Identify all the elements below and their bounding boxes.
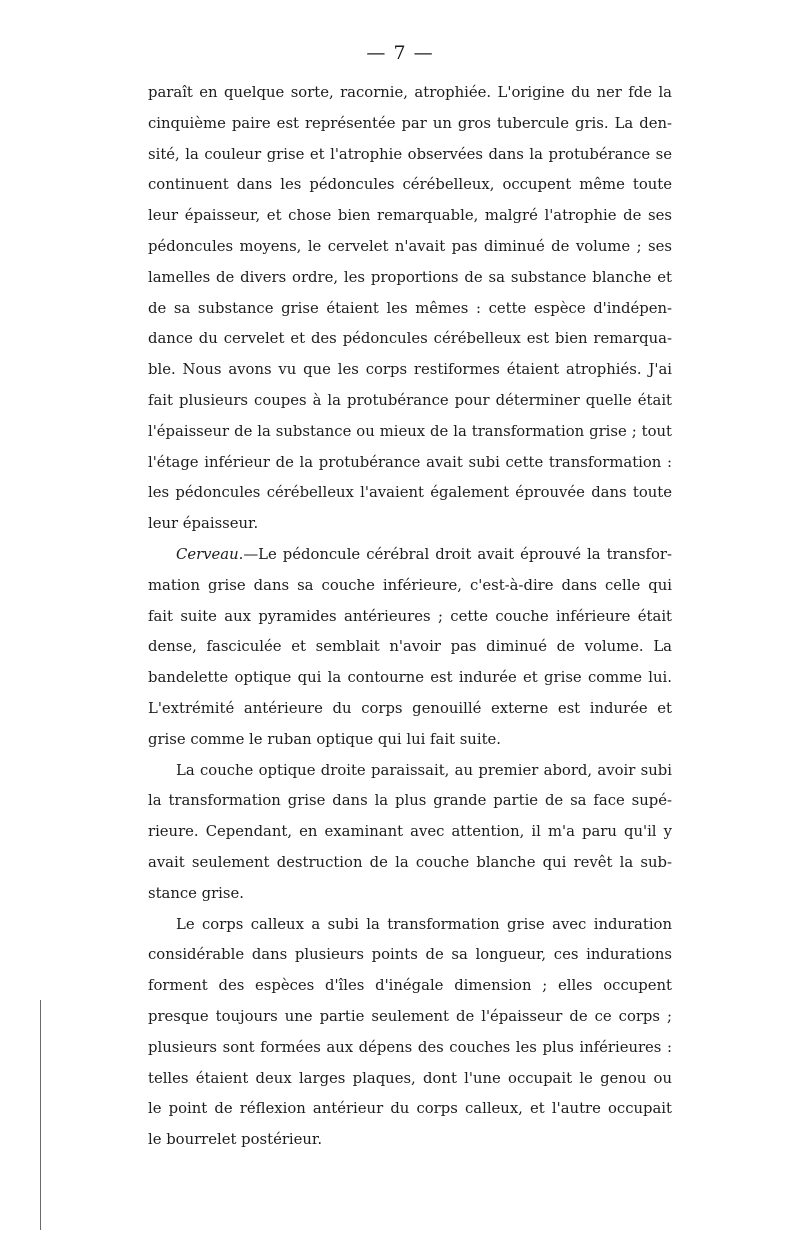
text-line: stance grise.: [148, 884, 244, 902]
text-line: avait seulement destruction de la couche blanche qui revêt la sub-: [148, 853, 672, 871]
text-line: La couche optique droite paraissait, au premier abord, avoir subi: [176, 761, 672, 779]
text-line: pédoncules moyens, le cervelet n'avait pas diminué de volume ; ses: [148, 237, 672, 255]
text-line: presque toujours une partie seulement de l'épaisseur de ce corps ;: [148, 1007, 672, 1025]
section-heading: Cerveau.: [176, 545, 244, 563]
text-line: paraît en quelque sorte, racornie, atrophiée. L'origine du ner fde la: [148, 84, 672, 101]
text-line: l'épaisseur de la substance ou mieux de la transformation grise ; tout: [148, 422, 672, 440]
text-line: cinquième paire est représentée par un gros tubercule gris. La den-: [148, 114, 672, 132]
body-text: [148, 78, 672, 1156]
text-line: fait plusieurs coupes à la protubérance pour déterminer quelle était: [148, 391, 672, 409]
text-line: lamelles de divers ordre, les proportions de sa substance blanche et: [148, 268, 672, 286]
text-line: leur épaisseur, et chose bien remarquable, malgré l'atrophie de ses: [148, 207, 672, 225]
text-line: sité, la couleur grise et l'atrophie observées dans la protubérance se: [148, 145, 672, 163]
text-line: rieure. Cependant, en examinant avec attention, il m'a paru qu'il y: [148, 823, 672, 841]
text-line: le point de réflexion antérieur du corps calleux, et l'autre occupait: [148, 1100, 672, 1118]
text-line: la transformation grise dans la plus grande partie de sa face supé-: [148, 792, 672, 810]
text-line: grise comme le ruban optique qui lui fait suite.: [148, 730, 501, 748]
text-line: telles étaient deux larges plaques, dont l'une occupait le genou ou: [148, 1069, 672, 1087]
text-line: Le corps calleux a subi la transformation grise avec induration: [176, 915, 672, 933]
text-line: de sa substance grise étaient les mêmes : cette espèce d'indépen-: [148, 299, 672, 317]
section-heading-line: [148, 540, 672, 571]
text-line: —Le pédoncule cérébral droit avait éprouvé la transfor-: [243, 545, 672, 563]
text-line: considérable dans plusieurs points de sa longueur, ces indurations: [148, 946, 672, 964]
text-line: dance du cervelet et des pédoncules cérébelleux est bien remarqua-: [148, 330, 672, 348]
text-line: mation grise dans sa couche inférieure, c'est-à-dire dans celle qui: [148, 576, 672, 594]
text-line: continuent dans les pédoncules cérébelleux, occupent même toute: [148, 176, 672, 194]
text-line: L'extrémité antérieure du corps genouillé externe est indurée et: [148, 699, 672, 717]
text-line: le bourrelet postérieur.: [148, 1131, 323, 1149]
text-line: les pédoncules cérébelleux l'avaient également éprouvée dans toute: [148, 484, 672, 502]
text-line: l'étage inférieur de la protubérance avait subi cette transformation :: [148, 453, 672, 471]
page-number: — 7 —: [366, 42, 434, 64]
page-edge-line: [40, 1000, 41, 1230]
text-line: leur épaisseur.: [148, 515, 259, 533]
text-line: plusieurs sont formées aux dépens des couches les plus inférieures :: [148, 1038, 672, 1056]
text-line: fait suite aux pyramides antérieures ; cette couche inférieure était: [148, 607, 672, 625]
text-line: bandelette optique qui la contourne est indurée et grise comme lui.: [148, 669, 672, 687]
text-line: ble. Nous avons vu que les corps restiformes étaient atrophiés. J'ai: [148, 361, 672, 379]
text-line: dense, fasciculée et semblait n'avoir pas diminué de volume. La: [148, 638, 672, 656]
text-line: forment des espèces d'îles d'inégale dimension ; elles occupent: [148, 977, 672, 995]
